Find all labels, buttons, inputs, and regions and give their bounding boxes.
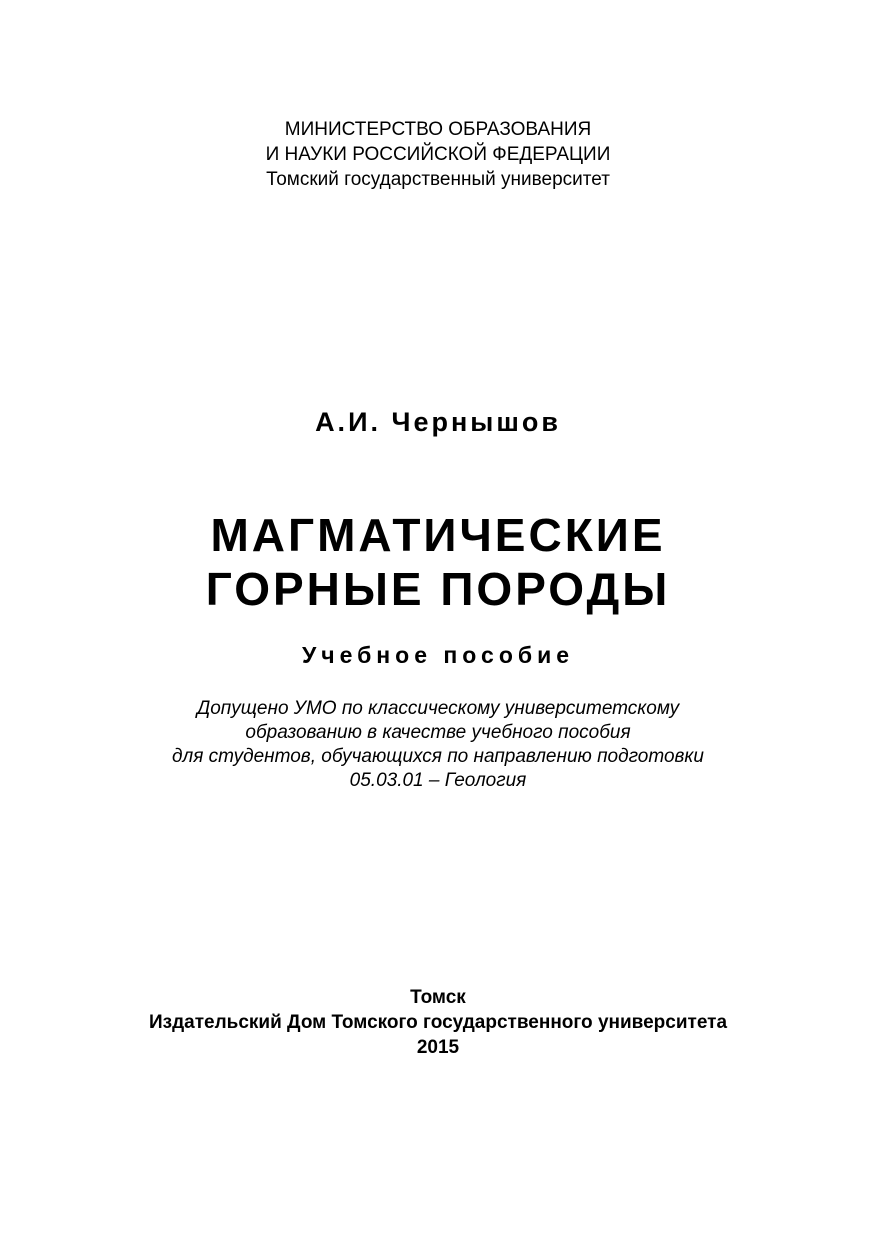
book-title xyxy=(0,508,876,616)
ministry-line-2: И НАУКИ РОССИЙСКОЙ ФЕДЕРАЦИИ xyxy=(265,144,611,165)
book-title-line-2: ГОРНЫЕ ПОРОДЫ xyxy=(205,563,671,615)
imprint-year: 2015 xyxy=(416,1037,460,1058)
book-subtitle: Учебное пособие xyxy=(301,642,575,668)
approval-line-4: 05.03.01 – Геология xyxy=(349,770,527,791)
approval-line-3: для студентов, обучающихся по направлению подготовки xyxy=(172,746,704,767)
university-name: Томский государственный университет xyxy=(266,169,610,190)
imprint xyxy=(0,985,876,1060)
ministry-line-1: МИНИСТЕРСТВО ОБРАЗОВАНИЯ xyxy=(284,119,592,140)
imprint-publisher: Издательский Дом Томского государственного университета xyxy=(148,1012,728,1033)
institution-header xyxy=(0,117,876,192)
imprint-city: Томск xyxy=(410,987,466,1008)
approval-line-1: Допущено УМО по классическому университетскому xyxy=(196,698,680,719)
author-name: А.И. Чернышов xyxy=(315,407,561,437)
approval-statement xyxy=(0,697,876,793)
approval-line-2: образованию в качестве учебного пособия xyxy=(245,722,631,743)
book-title-line-1: МАГМАТИЧЕСКИЕ xyxy=(210,509,666,561)
